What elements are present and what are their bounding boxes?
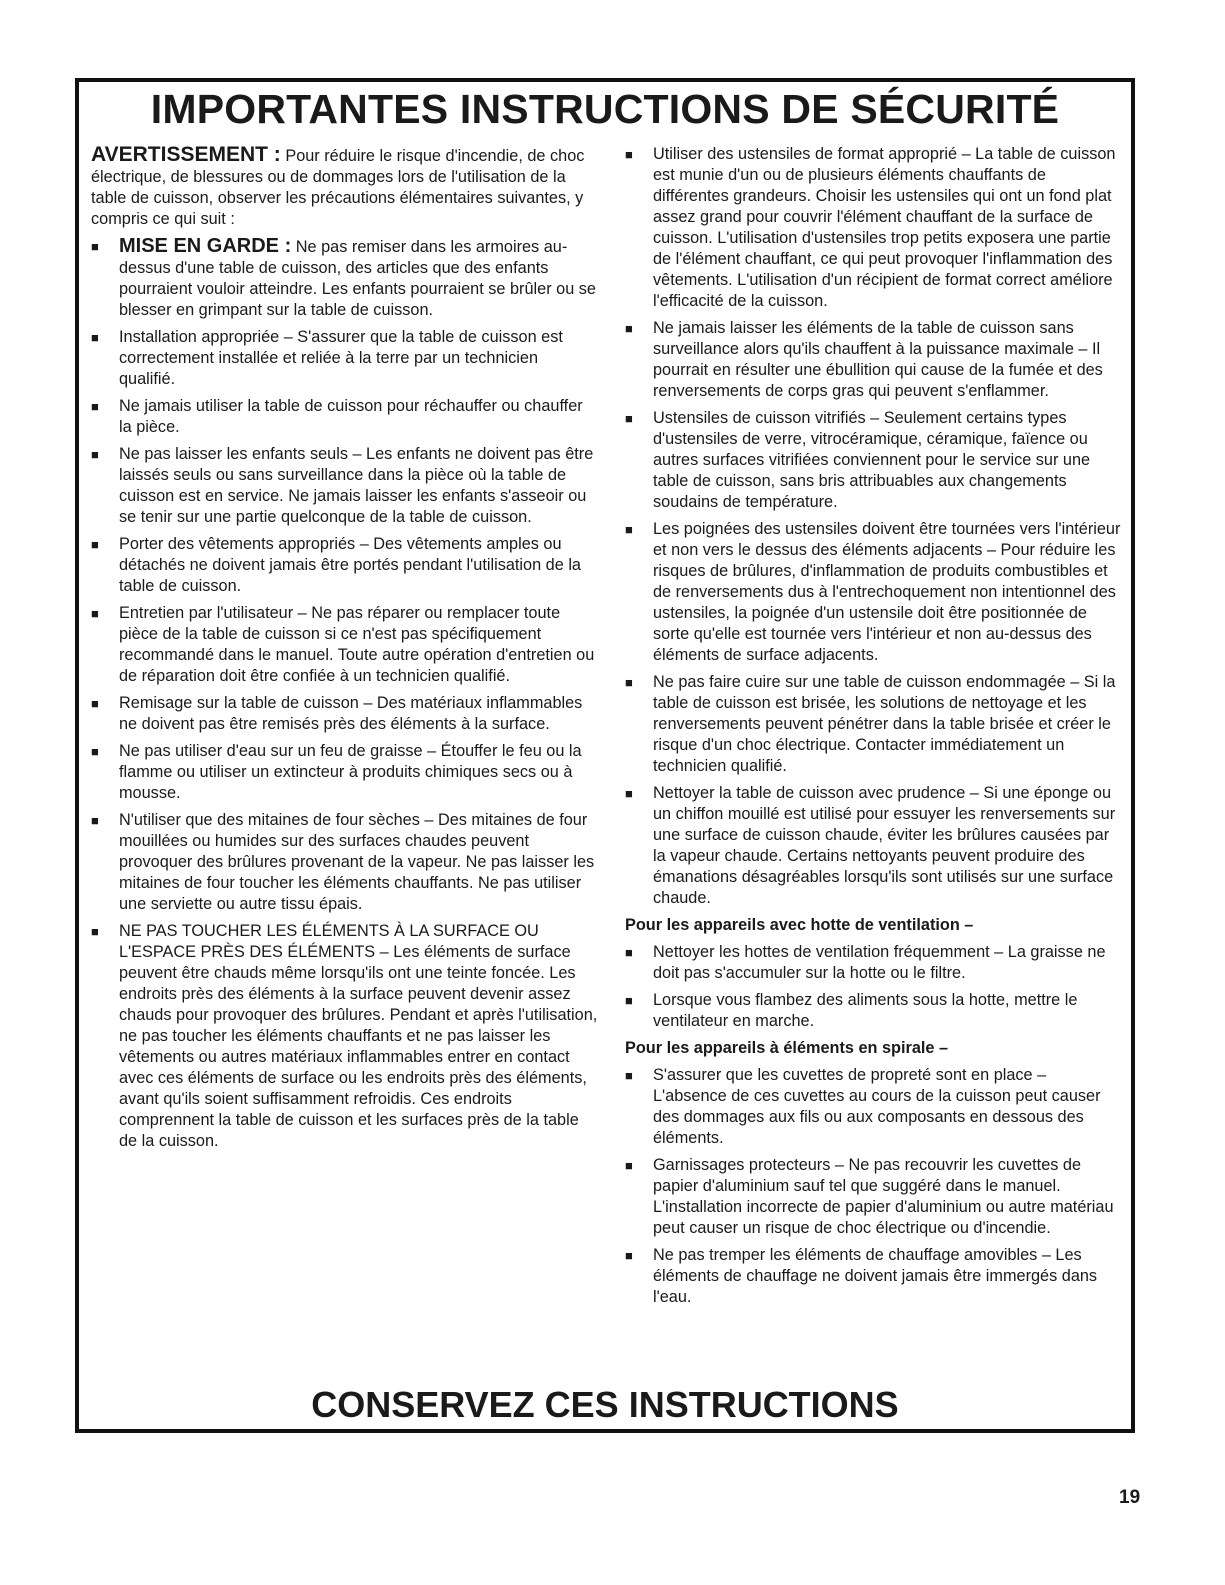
bullet-icon: ■ [625,675,633,690]
right-bullet-list [625,144,1122,909]
bullet-icon: ■ [625,1158,633,1173]
left-column [91,144,598,1158]
bullet-icon: ■ [91,399,99,414]
list-item-body: Ne pas laisser les enfants seuls – Les enfants ne doivent pas être laissés seuls ou sans surveillance dans la pièce où la table de cuisson est en service. Ne jamais laisser les enfants s'asseoir ou se tenir sur une partie quelconque de la table de cuisson. [119,445,594,526]
left-bullet-list [91,236,598,1152]
list-item [625,318,1122,402]
list-item-text [653,1155,1122,1239]
list-item [625,1245,1122,1308]
list-item-body: Entretien par l'utilisateur – Ne pas réparer ou remplacer toute pièce de la table de cuisson si ce n'est pas spécifiquement recommandé dans le manuel. Toute autre opération d'entretien ou de réparation doit être confiée à un technicien qualifié. [119,604,595,685]
bullet-icon: ■ [625,321,633,336]
list-item [625,144,1122,312]
bullet-icon: ■ [625,147,633,162]
footer-title: CONSERVEZ CES INSTRUCTIONS [311,1384,899,1425]
list-item-body: NE PAS TOUCHER LES ÉLÉMENTS À LA SURFACE OU L'ESPACE PRÈS DES ÉLÉMENTS – Les éléments de surface peuvent être chauds même lorsqu'ils ont une teinte foncée. Les endroits près des éléments à la surface peuvent devenir assez chauds pour provoquer des brûlures. Pendant et après l'utilisation, ne pas toucher les éléments chauffants et ne pas laisser les vêtements ou autres matériaux inflammables entrer en contact avec ces éléments de surface ou les endroits près des éléments, avant qu'ils soient suffisamment refroidis. Ces endroits comprennent la table de cuisson et les surfaces près de la table de la cuisson. [119,922,598,1150]
list-item-text [653,144,1122,312]
list-item [91,327,598,390]
list-item [625,990,1122,1032]
list-item-text [653,1245,1122,1308]
list-item-text [653,408,1122,513]
list-item-body: Les poignées des ustensiles doivent être tournées vers l'intérieur et non vers le dessus des éléments adjacents – Pour réduire les risques de brûlures, d'inflammation de produits combustibles et de renversements dus à l'entrechoquement non intentionnel des ustensiles, la poignée d'un ustensile doit être positionnée de sorte qu'elle est tournée vers l'intérieur et non au-dessus des éléments de surface adjacents. [653,520,1121,664]
list-item-body: Installation appropriée – S'assurer que la table de cuisson est correctement installée et reliée à la terre par un technicien qualifié. [119,328,563,388]
list-item [625,408,1122,513]
list-item-text [119,921,598,1152]
list-item-body: Porter des vêtements appropriés – Des vêtements amples ou détachés ne doivent jamais être portés pendant l'utilisation de la table de cuisson. [119,535,581,595]
list-item [625,1065,1122,1149]
bullet-icon: ■ [91,744,99,759]
list-item [91,444,598,528]
list-item-text [119,444,598,528]
list-item-text [119,810,598,915]
bullet-icon: ■ [625,411,633,426]
list-item-body: Utiliser des ustensiles de format approprié – La table de cuisson est munie d'un ou de plusieurs éléments chauffants de différentes grandeurs. Choisir les ustensiles qui ont un fond plat assez grand pour couvrir l'élément chauffant de la surface de cuisson. L'utilisation d'ustensiles trop petits exposera une partie de l'élément chauffant, ce qui peut provoquer l'inflammation des vêtements. L'utilisation d'un récipient de format correct améliore l'efficacité de la cuisson. [653,145,1116,310]
list-item-body: Ne jamais utiliser la table de cuisson pour réchauffer ou chauffer la pièce. [119,397,583,436]
ventilation-heading: Pour les appareils avec hotte de ventilation – [625,916,974,934]
list-item [625,942,1122,984]
list-item [625,1155,1122,1239]
list-item-text [653,1065,1122,1149]
list-item [91,921,598,1152]
warning-text: Pour réduire le risque d'incendie, de choc électrique, de blessures ou de dommages lors de l'utilisation de la table de cuisson, observer les précautions élémentaires suivantes, y compris ce qui suit : [91,147,585,228]
list-item [91,396,598,438]
list-item-body: Ne pas utiliser d'eau sur un feu de graisse – Étouffer le feu ou la flamme ou utiliser un extincteur à produits chimiques secs ou à mousse. [119,742,582,802]
list-item-text [653,672,1122,777]
list-item-text [119,603,598,687]
list-item-body: S'assurer que les cuvettes de propreté sont en place – L'absence de ces cuvettes au cours de la cuisson peut causer des dommages aux fils ou aux composants en dessous des éléments. [653,1066,1101,1147]
bullet-icon: ■ [625,522,633,537]
bullet-icon: ■ [91,537,99,552]
list-item [91,741,598,804]
list-item [625,519,1122,666]
list-item-text [119,693,598,735]
safety-instructions-box [75,78,1135,1433]
list-item-body: Ustensiles de cuisson vitrifiés – Seulement certains types d'ustensiles de verre, vitrocéramique, céramique, faïence ou autres surfaces vitrifiées conviennent pour le service sur une table de cuisson, sans bris attribuables aux changements soudains de température. [653,409,1091,511]
list-item-body: Ne pas faire cuire sur une table de cuisson endommagée – Si la table de cuisson est brisée, les solutions de nettoyage et les renversements peuvent pénétrer dans la table brisée et créer le risque d'un choc électrique. Contacter immédiatement un technicien qualifié. [653,673,1116,775]
list-item [91,693,598,735]
list-item-body: Nettoyer la table de cuisson avec prudence – Si une éponge ou un chiffon mouillé est utilisé pour essuyer les renversements sur une surface de cuisson chaude, éviter les brûlures causées par la vapeur chaude. Certains nettoyants peuvent produire des émanations désagréables lorsqu'ils sont utilisés sur une surface chaude. [653,784,1116,907]
list-item-body: Ne jamais laisser les éléments de la table de cuisson sans surveillance alors qu'ils chauffent à la puissance maximale – Il pourrait en résulter une ébullition qui cause de la fumée et des renversements de corps gras qui peuvent s'enflammer. [653,319,1103,400]
list-item [91,236,598,321]
list-item [625,672,1122,777]
bullet-icon: ■ [91,330,99,345]
list-item-body: Lorsque vous flambez des aliments sous la hotte, mettre le ventilateur en marche. [653,991,1078,1030]
list-item-body: Ne pas remiser dans les armoires au-dessus d'une table de cuisson, des articles que des enfants pourraient vouloir atteindre. Les enfants pourraient se brûler ou se blesser en grimpant sur la table de cuisson. [119,238,596,319]
bullet-icon: ■ [91,447,99,462]
bullet-icon: ■ [625,993,633,1008]
list-item-text [119,236,598,321]
list-item-text [653,990,1122,1032]
bullet-icon: ■ [625,945,633,960]
bullet-icon: ■ [91,239,99,254]
list-item-text [653,519,1122,666]
right-column [625,144,1122,1314]
list-item-body: Garnissages protecteurs – Ne pas recouvrir les cuvettes de papier d'aluminium sauf tel que suggéré dans le manuel. L'installation incorrecte de papier d'aluminium ou autre matériau peut causer un risque de choc électrique ou d'incendie. [653,1156,1114,1237]
page-title: IMPORTANTES INSTRUCTIONS DE SÉCURITÉ [150,86,1060,132]
bullet-icon: ■ [91,606,99,621]
list-item-body: Ne pas tremper les éléments de chauffage amovibles – Les éléments de chauffage ne doivent jamais être immergés dans l'eau. [653,1246,1098,1306]
list-item-text [119,534,598,597]
list-item-text [653,942,1122,984]
list-item-body: Nettoyer les hottes de ventilation fréquemment – La graisse ne doit pas s'accumuler sur la hotte ou le filtre. [653,943,1106,982]
bullet-icon: ■ [91,696,99,711]
bullet-icon: ■ [91,924,99,939]
list-item-text [653,783,1122,909]
list-item [91,534,598,597]
list-item-body: N'utiliser que des mitaines de four sèches – Des mitaines de four mouillées ou humides sur des surfaces chaudes peuvent provoquer des brûlures provenant de la vapeur. Ne pas laisser les mitaines de four toucher les éléments chauffants. Ne pas utiliser une serviette ou autre tissu épais. [119,811,595,913]
list-item [91,810,598,915]
list-item-text [653,318,1122,402]
spiral-heading: Pour les appareils à éléments en spirale – [625,1039,949,1057]
page-number: 19 [1119,1487,1141,1508]
list-item [91,603,598,687]
bullet-icon: ■ [625,786,633,801]
warning-label: AVERTISSEMENT : [91,143,281,166]
warning-paragraph [91,144,598,230]
list-item-body: Remisage sur la table de cuisson – Des matériaux inflammables ne doivent pas être remisés près des éléments à la surface. [119,694,583,733]
ventilation-bullet-list [625,942,1122,1032]
list-item-text [119,327,598,390]
bullet-icon: ■ [625,1248,633,1263]
list-item-text [119,396,598,438]
spiral-bullet-list [625,1065,1122,1308]
list-item-text [119,741,598,804]
list-item-heading: MISE EN GARDE : [119,235,292,257]
list-item [625,783,1122,909]
bullet-icon: ■ [91,813,99,828]
bullet-icon: ■ [625,1068,633,1083]
